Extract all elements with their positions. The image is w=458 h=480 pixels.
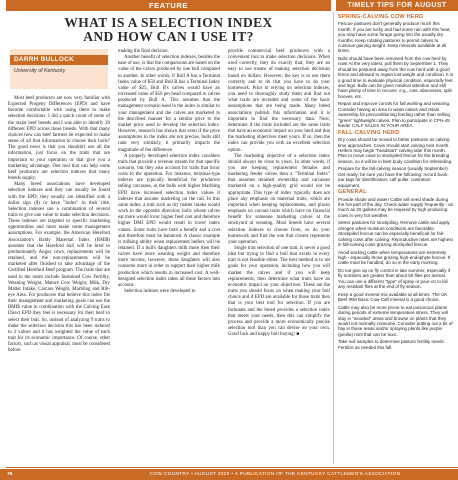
author-box: [10, 49, 108, 89]
article-paragraph: Single trait selection of one trait, is never a good idea but trying to find a bull that excels in every trait is not feasible either. The best method is to set goals for your operation, including how you will market the calves and if you will keep replacements, then determine what traits have an economic impact on your objectives. These are the traits you should focus on when making your bull choice and if EPD are available for those traits then that is your best tool for selection. If you are fortunate and the breed provides a selection index that meets your needs, then this can simplify the process and provide a more economically precise selection tool than you can devise on your own. Good luck and happy bull buying! ■: [228, 246, 330, 338]
article-column-2: [118, 49, 220, 295]
article-paragraph: provide commercial beef producers with a convenient tool to make selection decisions. When used correctly, they do exactly that; they are an easy to use means of making selection decisions based on dollars. However, the key is to use them correctly and to do that you have to do your homework. Prior to relying on selection indexes, you need to thoroughly study them and find out what traits are included and some of the basic assumptions that are being made. Many breed associations publish this information and it is important to find the necessary data. Next, determine if the traits included are the same traits that have an economic impact on your herd and that the marketing objectives meet yours. If so, then the index can provide you with an excellent selection option.: [228, 49, 330, 153]
tips-paragraph: Fescue pastures don't generally produce much this month. If you are lucky and had some rain with this heat, you may have some forage going into the usually dry months. Keep rotating pastures to permit calves to continue gaining weight. Keep minerals available at all times.: [338, 21, 451, 54]
tips-paragraph: Take soil samples to determine pasture fertility needs. Fertilize as needed this fall.: [338, 339, 446, 350]
tips-paragraph: Repair and improve corrals for fall working and weaning. Consider having an area to wean calves and retain ownership for preconditioning feeding rather than selling "green" lightweight calves. Plan to participate in CPH-45 feeder CALF SALES IN YOUR AREA.: [338, 101, 451, 129]
article-title: [6, 16, 331, 44]
article-paragraph: Many breed associations have developed selection indexes and they can usually be found with the EPD; they usually are identified with a dollar sign ($) or have "Index" in their title. Selection indexes use a combination of several traits to give one value to make selection decisions. These indexes are targeted to specific marketing opportunities and must make some management assumptions. For example, the American Hereford Association's Baldy Maternal Index (BMI$) assumes that the Hereford bull will be bred to predominantly Angus cows, replacements will be retained, and the non-replacements will be marketed after finished to take advantage of the Certified Hereford Beef program. The traits that are used in the index include Sustained Cow Fertility, Weaning Weight, Mature Cow Weight, Milk, Dry Matter Intake, Carcass Weight, Marbling and Rib-eye Area. For producers that believe this index fits their management and marketing goals can use the BMI$ value in combination with the Calving Ease Direct EPD they feel is necessary for their herd to select their bull. So, instead of analyzing 9 traits to make the selection decision this has been reduced to 2 values and it has weighted the value of each trait for its economic importance. Of course, other factors, such as visual appraisal, must be considered before: [8, 182, 110, 354]
footer-rule: [6, 467, 458, 468]
article-paragraph: A properly developed selection index considers traits that provide a revenue stream for that specific scenario, but they also account for traits that incur costs to the operation. For instance, terminal-type indexes are typically beneficial for producers selling carcasses, as the bulls with higher Marbling EPD have increased selection index values it indexes that assume marketing on the rail. In this same index, a trait such as dry matter intake would work in the opposite direction; bulls whose calves eat more would incur higher feed cost and therefore higher DMI EPD would result in lower index values. Some traits have both a benefit and a cost and therefore must be balanced. A classic example is milking ability when replacement heifers will be retained. If a bull's daughters milk more then their calves have more weaning weight and therefore more income, however, those daughters will also consume more in order to support their higher milk production which results in increased cost. A well-designed selection index takes all these factors into account.: [118, 153, 220, 288]
article-column-1: [8, 96, 110, 355]
article-paragraph: making the final decision.: [118, 49, 169, 54]
timely-tips-band: TIMELY TIPS FOR AUGUST: [336, 0, 458, 11]
tips-paragraph: Cattle may also be more prone to eat poisonous plants during periods of extreme temperature stress. They will stay in "wooded" areas and browse on plants that they would not normally consume. Consider putting out a bit of hay in these areas and/or spraying plants like purple (perilla) mint that can be toxic.: [338, 304, 453, 337]
tips-paragraph: Select pastures for stockpiling. Remove cattle and apply nitrogen when moisture conditions are favorable. Stockpiled fescue can be especially beneficial for fall-calving cows after calving. Reproductive rates are highest in fall-calving cows grazing stockpiled fescue.: [338, 220, 453, 247]
page-footer: [0, 469, 458, 480]
tips-paragraph: Prepare for the fall-calving season (usually September). Get ready; be sure you have the following: record book, ear tags for identification, calf puller, castration equipment.: [338, 166, 450, 188]
tips-paragraph: Do not give up on fly control in late summer, especially if fly numbers are greater than about 50 flies per animal. You can use a different "type" of spray or pour-on to kill any resistant flies at the end of fly season.: [338, 267, 451, 290]
tips-paragraph: Avoid working cattle when temperatures are extremely high - especially those grazing high-endophyte fescue. If cattle must be handled, do so in the early morning.: [338, 249, 451, 266]
tips-paragraph: Provide shade and water! Cattle will need shade during the hot part of the day. Check water supply frequently - as much as 20 gallons may be required by high producing cows in very hot weather.: [338, 196, 453, 218]
tips-section-heading: FALL-CALVING HERD: [338, 129, 400, 136]
tips-paragraph: Dry cows should be moved to better pastures as calving time approaches. Cows should start calving next month. Heifers may begin "headstart" calving later this month. Plan to move cows to stockpiled fescue for the breeding season, so it will be in best body condition for rebreeding.: [338, 137, 453, 164]
tips-paragraph: Keep a good mineral mix available at all times. The UK Beef IRM Basic Cow-Calf mineral is a good choice.: [338, 291, 448, 303]
timely-tips-column: [338, 14, 454, 352]
article-paragraph: Selection indexes were developed to: [124, 289, 196, 295]
author-affiliation: University of Kentucky: [14, 68, 66, 74]
footer-publication: COW COUNTRY • AUGUST 2020 • A PUBLICATION OF THE KENTUCKY CATTLEMEN'S ASSOCIATION: [149, 472, 401, 477]
article-paragraph: Most beef producers are now very familiar with Expected Progeny Differences (EPD) and have become comfortable with using them to make selection decisions. I did a quick count of some of the major beef breeds and I was able to identify 20 different EPD across those breeds. With that many choices how can beef farmers be expected to make sense of all that information to choose their bulls? The good news is that you shouldn't use all the information, just focus on the traits that are important to your operation or that give you a marketing advantage. One tool that can help some beef producers are selection indexes that many breeds supply.: [8, 96, 110, 182]
title-line-2: AND HOW CAN I USE IT?: [83, 29, 254, 44]
column-divider: [333, 12, 334, 464]
feature-band: FEATURE: [6, 0, 331, 11]
tips-section-heading: GENERAL: [338, 189, 367, 196]
tips-paragraph: Bulls should have been removed from the cow herd by now! At the very latest, pull them by September 1. They should be pastured away from the cow herd with a good fence and allowed to regain lost weight and condition. It is a good time to evaluate physical condition, especially feet and legs. Bulls can be given medical attention and still have plenty of time to recover, e.g., cuts, abscesses, split hooves, etc.: [338, 56, 454, 99]
title-line-1: WHAT IS A SELECTION INDEX: [64, 15, 273, 30]
article-column-3: [228, 49, 330, 338]
article-paragraph: The marketing objective of a selection index should always be close to yours. In other words, if you are keeping replacement females and marketing feeder calves then a "Terminal Index" that assumes retained ownership and carcasses marketed on a high-quality grid would not be appropriate. This type of index typically does not place any emphasis on maternal traits, which are important when keeping replacements, and places emphasis on carcass traits which have no financial benefit for someone marketing calves at the stockyard at weaning. Most breeds have several selection indexes to choose from, so do your homework and find the one that closest represents your operation.: [228, 153, 330, 245]
article-paragraph: Another benefit of selection indexes, besides the ease of use, is that the comparisons are based on the value of the calves produced by one bull compared to another. In other words, if Bull A has a Terminal Index value of $50 and Bull B has a Terminal Index value of $25, Bull B's calves would have an increased value of $50 per head compared to calves produced by Bull A. This assumes that the management scenario used in the index is similar to your management and the calves are marketed in the described manner for a similar price to the market price used to develop the selection index. However, research has shown that even if the price assumptions in the index are not precise, bulls still rank very similarly, it primarily impacts the magnitude of the difference.: [118, 55, 220, 153]
tips-section-heading: SPRING-CALVING COW HERD: [338, 14, 424, 20]
author-name: DARRH BULLOCK: [10, 55, 108, 65]
page-number: 76: [7, 472, 13, 477]
